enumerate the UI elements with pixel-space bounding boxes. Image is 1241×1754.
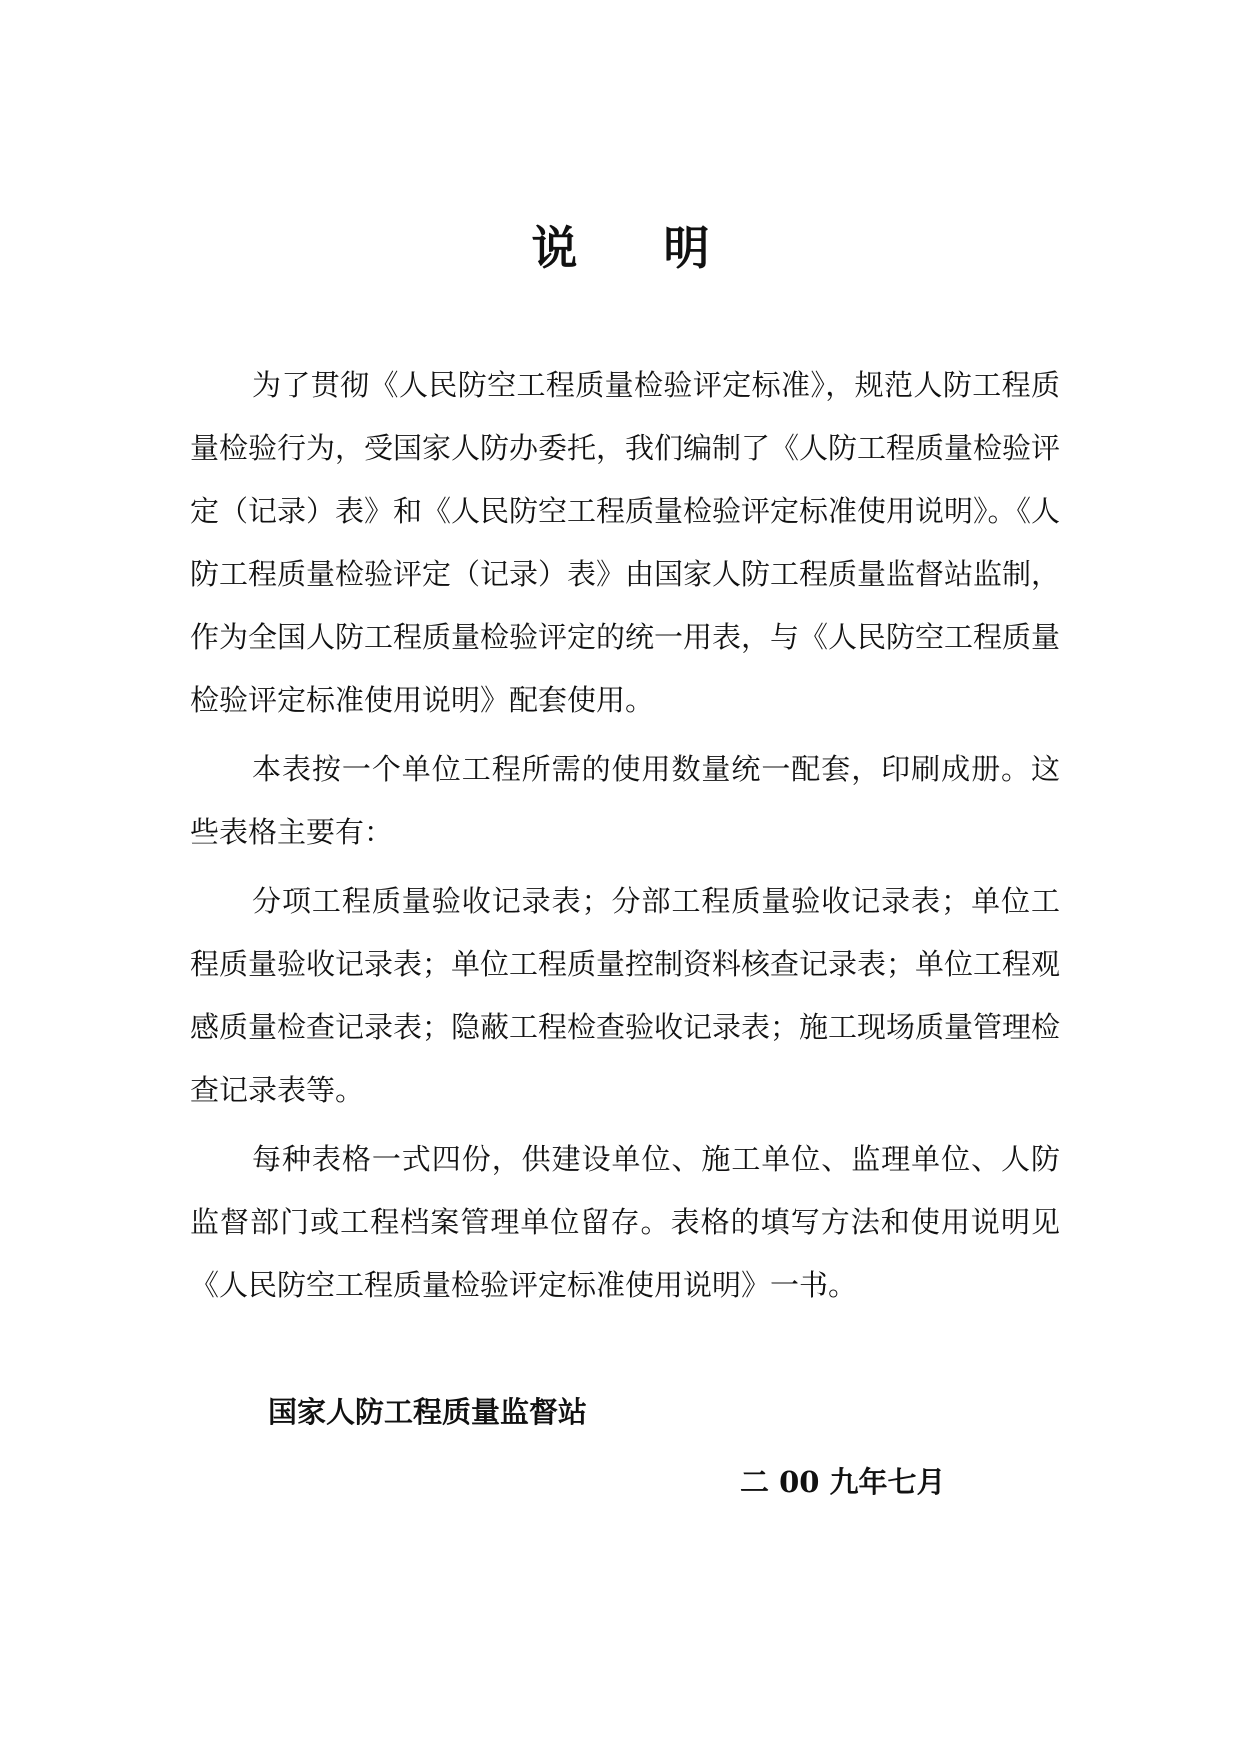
document-body	[190, 354, 1060, 1323]
paragraph-form-list: 分项工程质量验收记录表；分部工程质量验收记录表；单位工程质量验收记录表；单位工程质量控制资料核查记录表；单位工程观感质量检查记录表；隐蔽工程检查验收记录表；施工现场质量管理检查记录表等。	[190, 884, 1061, 1107]
paragraph-form-set: 本表按一个单位工程所需的使用数量统一配套，印刷成册。这些表格主要有：	[190, 752, 1060, 849]
signature-date: 二 00 九年七月	[740, 1465, 946, 1499]
paragraph-copies: 每种表格一式四份，供建设单位、施工单位、监理单位、人防监督部门或工程档案管理单位留存。表格的填写方法和使用说明见《人民防空工程质量检验评定标准使用说明》一书。	[190, 1142, 1060, 1302]
page-title: 说明	[531, 221, 796, 275]
paragraph-purpose: 为了贯彻《人民防空工程质量检验评定标准》，规范人防工程质量检验行为，受国家人防办委托，我们编制了《人防工程质量检验评定（记录）表》和《人民防空工程质量检验评定标准使用说明》。《人防工程质量检验评定（记录）表》由国家人防工程质量监督站监制，作为全国人防工程质量检验评定的统一用表，与《人民防空工程质量检验评定标准使用说明》配套使用。	[190, 368, 1061, 717]
signature-organization: 国家人防工程质量监督站	[268, 1395, 588, 1429]
